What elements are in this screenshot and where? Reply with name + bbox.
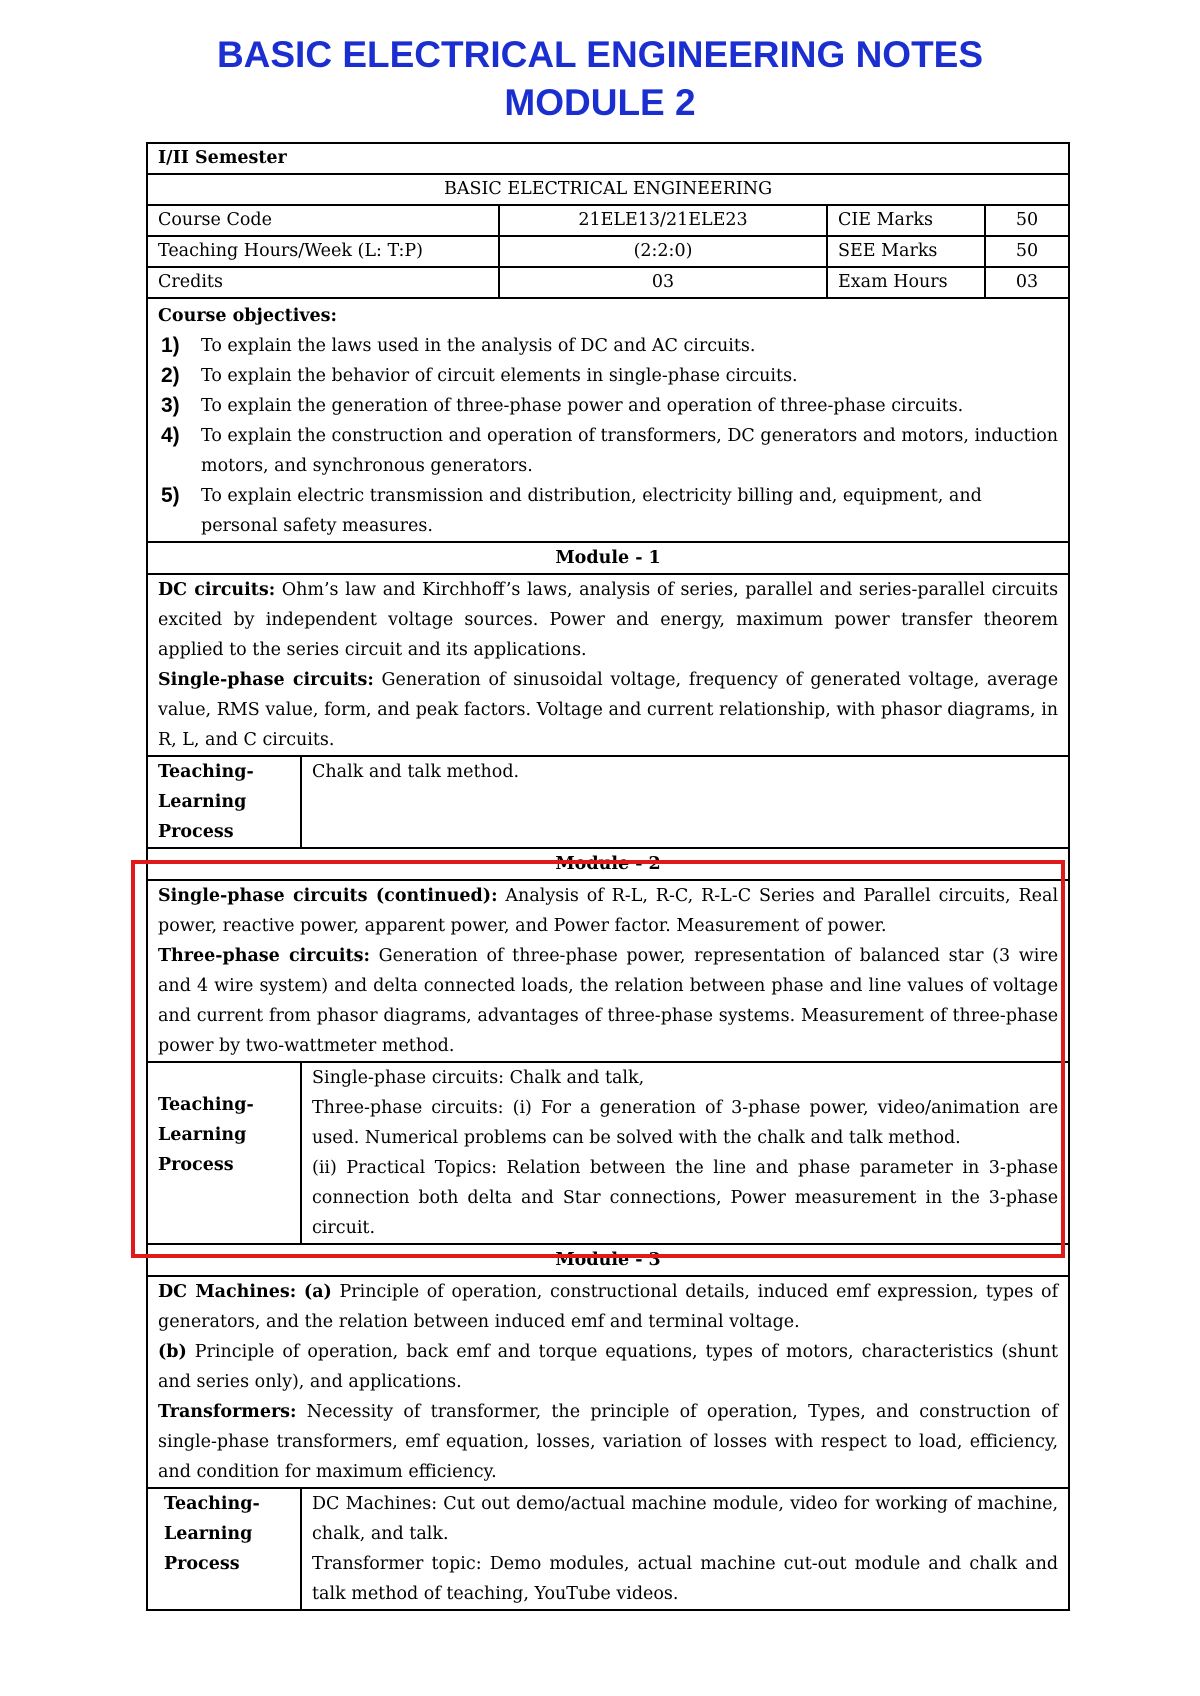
objective-number: 4) <box>161 424 180 447</box>
objectives-cell <box>147 298 1069 542</box>
objective-item <box>158 361 1058 391</box>
see-marks-value: 50 <box>985 236 1069 267</box>
semester-label: I/II Semester <box>147 143 1069 174</box>
module-2-header-row <box>147 848 1069 880</box>
module-1-sp-text: Generation of sinusoidal voltage, frequency of generated voltage, average value, RMS value, form, and peak factors. Voltage and current relationship, with phasor diagrams, in R, L, and C circuits. <box>158 670 1059 750</box>
see-marks-label: SEE Marks <box>827 236 985 267</box>
objectives-list <box>158 331 1058 541</box>
module-3-dc-heading: DC Machines: <box>158 1282 297 1302</box>
module-3-tr-heading: Transformers: <box>158 1402 297 1422</box>
course-code-label: Course Code <box>147 205 499 236</box>
module-3-content <box>147 1276 1069 1488</box>
module-3-header-row <box>147 1244 1069 1276</box>
course-name: BASIC ELECTRICAL ENGINEERING <box>147 174 1069 205</box>
teaching-hours-value: (2:2:0) <box>499 236 827 267</box>
module-2-tlp-line-3: (ii) Practical Topics: Relation between the line and phase parameter in 3-phase connection both delta and Star connections, Power measurement in the 3-phase circuit. <box>312 1158 1059 1238</box>
module-1-dc-text: Ohm’s law and Kirchhoff’s laws, analysis of series, parallel and series-parallel circuits excited by independent voltage sources. Power and energy, maximum power transfer theorem applied to the series circuit and its applications. <box>158 580 1059 660</box>
objective-number: 3) <box>161 394 180 417</box>
module-3-dc-a-paragraph <box>158 1277 1058 1337</box>
credits-row <box>147 267 1069 298</box>
objective-text: To explain the laws used in the analysis of DC and AC circuits. <box>201 336 756 356</box>
course-name-row <box>147 174 1069 205</box>
exam-hours-label: Exam Hours <box>827 267 985 298</box>
objective-text: To explain the behavior of circuit elements in single-phase circuits. <box>201 366 798 386</box>
module-3-tlp-line-2: Transformer topic: Demo modules, actual machine cut-out module and chalk and talk method of teaching, YouTube videos. <box>312 1554 1059 1604</box>
module-3-dc-a-text: Principle of operation, constructional details, induced emf expression, types of generators, and the relation between induced emf and terminal voltage. <box>158 1282 1059 1332</box>
module-1-tlp-row <box>147 756 1069 848</box>
module-2-tp-text: Generation of three-phase power, representation of balanced star (3 wire and 4 wire system) and delta connected loads, the relation between phase and line values of voltage and current from phasor diagrams, advantages of three-phase systems. Measurement of three-phase power by two-wattmeter method. <box>158 946 1059 1056</box>
cie-marks-label: CIE Marks <box>827 205 985 236</box>
document-subtitle: MODULE 2 <box>504 82 696 123</box>
module-2-tlp-content <box>301 1062 1069 1244</box>
module-3-dc-b-marker: (b) <box>158 1342 187 1362</box>
module-2-sp-text: Analysis of R-L, R-C, R-L-C Series and Parallel circuits, Real power, reactive power, apparent power, and Power factor. Measurement of power. <box>158 886 1059 936</box>
syllabus-table <box>146 142 1070 1611</box>
module-2-tlp-row <box>147 1062 1069 1244</box>
objective-item <box>158 421 1058 481</box>
exam-hours-value: 03 <box>985 267 1069 298</box>
module-3-tlp-label: Teaching-Learning Process <box>147 1488 301 1610</box>
document-title: BASIC ELECTRICAL ENGINEERING NOTES <box>216 34 984 75</box>
module-2-sp-heading: Single-phase circuits (continued): <box>158 886 498 906</box>
module-3-dc-b-text: Principle of operation, back emf and torque equations, types of motors, characteristics (shunt and series only), and applications. <box>158 1342 1059 1392</box>
module-2-content <box>147 880 1069 1062</box>
objectives-row <box>147 298 1069 542</box>
cie-marks-value: 50 <box>985 205 1069 236</box>
module-2-content-row <box>147 880 1069 1062</box>
module-2-sp-paragraph <box>158 881 1058 941</box>
objective-text: To explain electric transmission and distribution, electricity billing and, equipment, and personal safety measures. <box>201 486 982 536</box>
objective-number: 2) <box>161 364 180 387</box>
module-3-dc-a-marker: (a) <box>303 1282 332 1302</box>
module-2-tp-paragraph <box>158 941 1058 1061</box>
module-2-tlp-line-2: Three-phase circuits: (i) For a generation of 3-phase power, video/animation are used. Numerical problems can be solved with the chalk and talk method. <box>312 1098 1059 1148</box>
course-code-row <box>147 205 1069 236</box>
module-1-tlp-label: Teaching-Learning Process <box>147 756 301 848</box>
module-3-tr-paragraph <box>158 1397 1058 1487</box>
teaching-hours-label: Teaching Hours/Week (L: T:P) <box>147 236 499 267</box>
module-3-tlp-content <box>301 1488 1069 1610</box>
teaching-hours-row <box>147 236 1069 267</box>
objective-item <box>158 331 1058 361</box>
objective-number: 5) <box>161 484 180 507</box>
module-1-dc-paragraph <box>158 575 1058 665</box>
module-2-tlp-line-1: Single-phase circuits: Chalk and talk, <box>312 1068 645 1088</box>
module-1-sp-paragraph <box>158 665 1058 755</box>
module-2-tlp-label: Teaching-Learning Process <box>147 1062 301 1244</box>
module-3-tlp-row <box>147 1488 1069 1610</box>
module-1-header-row <box>147 542 1069 574</box>
module-1-dc-heading: DC circuits: <box>158 580 276 600</box>
module-3-dc-b-paragraph <box>158 1337 1058 1397</box>
module-1-tlp-text: Chalk and talk method. <box>301 756 1069 848</box>
objectives-title: Course objectives: <box>158 306 337 326</box>
semester-row <box>147 143 1069 174</box>
course-code-value: 21ELE13/21ELE23 <box>499 205 827 236</box>
module-3-content-row <box>147 1276 1069 1488</box>
credits-label: Credits <box>147 267 499 298</box>
objective-text: To explain the generation of three-phase power and operation of three-phase circuits. <box>201 396 964 416</box>
module-3-title: Module - 3 <box>147 1244 1069 1276</box>
module-2-title: Module - 2 <box>147 848 1069 880</box>
module-1-sp-heading: Single-phase circuits: <box>158 670 374 690</box>
objective-number: 1) <box>161 334 180 357</box>
credits-value: 03 <box>499 267 827 298</box>
module-1-title: Module - 1 <box>147 542 1069 574</box>
module-1-content-row <box>147 574 1069 756</box>
objective-item <box>158 391 1058 421</box>
objective-text: To explain the construction and operation of transformers, DC generators and motors, induction motors, and synchronous generators. <box>201 426 1059 476</box>
module-3-tr-text: Necessity of transformer, the principle of operation, Types, and construction of single-phase transformers, emf equation, losses, variation of losses with respect to load, efficiency, and condition for maximum efficiency. <box>158 1402 1059 1482</box>
module-3-tlp-line-1: DC Machines: Cut out demo/actual machine module, video for working of machine, chalk, and talk. <box>312 1494 1059 1544</box>
module-2-tp-heading: Three-phase circuits: <box>158 946 370 966</box>
module-1-content <box>147 574 1069 756</box>
objective-item <box>158 481 1058 541</box>
